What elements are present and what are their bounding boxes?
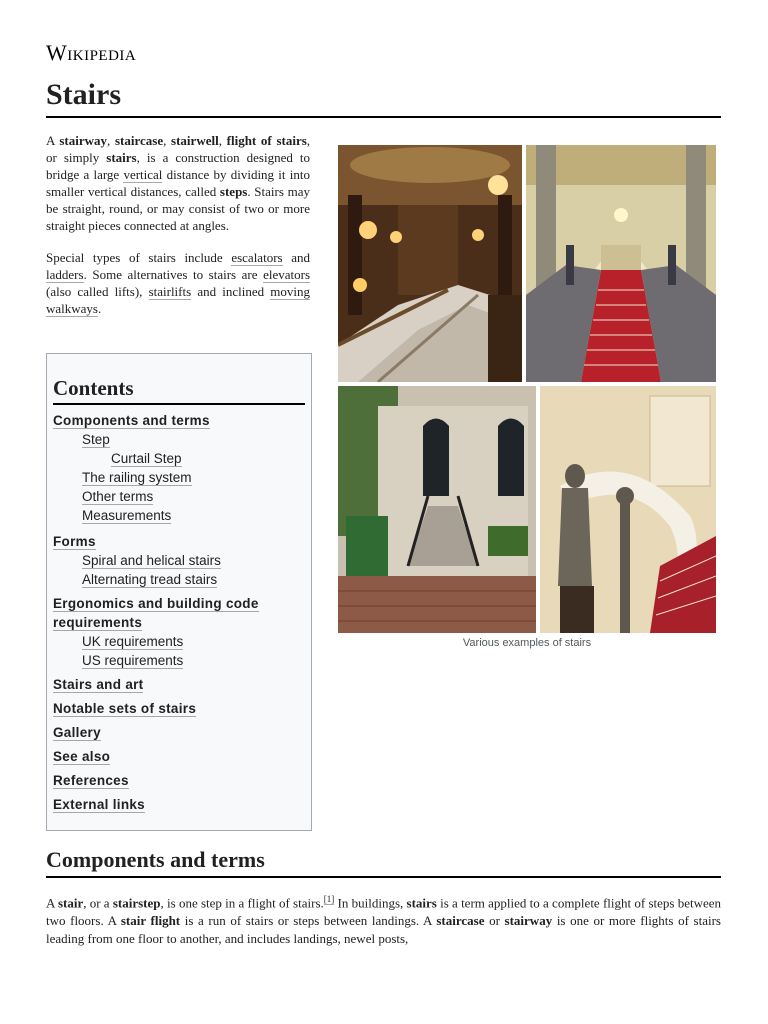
wikipedia-logo[interactable]: Wikipedia <box>46 40 137 65</box>
toc-item-label: Components and terms <box>53 413 210 428</box>
toc-title: Contents <box>53 376 305 405</box>
toc-item[interactable] <box>53 532 305 551</box>
toc-item-label: Gallery <box>53 725 101 740</box>
toc-item-label: Forms <box>53 534 96 549</box>
intro-paragraph-1: A stairway, staircase, stairwell, flight of stairs, or simply stairs, is a construction designed to bridge a large vertical distance by dividing it into smaller vertical distances, called steps. Stairs may be straight, round, or may consist of two or more straight pieces connected at angles. <box>46 133 311 233</box>
section-paragraph: A stair, or a stairstep, is one step in a flight of stairs.[1] In buildings, stairs is a term applied to a complete flight of steps between two floors. A stair flight is a run of stairs or steps between landings. A staircase or stairway is one or more flights of stairs leading from one floor to another, and includes landings, newel posts, <box>46 894 722 947</box>
toc-item[interactable] <box>53 795 305 814</box>
link-elevators[interactable]: elevators <box>263 267 310 282</box>
section-heading: Components and terms <box>46 847 721 878</box>
toc-item-label: UK requirements <box>82 634 184 649</box>
table-of-contents <box>46 353 312 831</box>
toc-list <box>53 411 305 814</box>
intro-paragraph-2: Special types of stairs include escalators and ladders. Some alternatives to stairs are elevators (also called lifts), stairlifts and inclined moving walkways. <box>46 250 310 316</box>
figure-caption: Various examples of stairs <box>462 637 592 649</box>
red-carpet-staircase-image[interactable] <box>526 145 716 382</box>
link-vertical[interactable]: vertical <box>123 167 163 182</box>
toc-item-label: Curtail Step <box>111 451 182 466</box>
statue-staircase-image[interactable] <box>540 386 716 633</box>
toc-item[interactable] <box>53 551 305 570</box>
toc-item[interactable] <box>53 411 305 430</box>
toc-item-label: Spiral and helical stairs <box>82 553 221 568</box>
toc-item-label: Stairs and art <box>53 677 144 692</box>
intro-text <box>46 132 310 332</box>
toc-item[interactable] <box>53 632 305 651</box>
link-stairlifts[interactable]: stairlifts <box>148 284 192 299</box>
link-moving-walkways[interactable]: moving walkways <box>46 284 310 316</box>
toc-item[interactable] <box>53 487 305 506</box>
toc-item[interactable] <box>53 675 305 694</box>
toc-item[interactable] <box>53 651 305 670</box>
page-title: Stairs <box>46 78 721 118</box>
toc-item[interactable] <box>53 771 305 790</box>
toc-item[interactable] <box>53 699 305 718</box>
toc-item-label: References <box>53 773 129 788</box>
toc-item-label: External links <box>53 797 145 812</box>
toc-item-label: The railing system <box>82 470 192 485</box>
toc-item[interactable] <box>53 570 305 589</box>
toc-item[interactable] <box>53 723 305 742</box>
toc-item[interactable] <box>53 430 305 449</box>
toc-item[interactable] <box>53 594 305 632</box>
toc-item-label: Step <box>82 432 110 447</box>
toc-item-label: US requirements <box>82 653 184 668</box>
toc-item[interactable] <box>53 506 305 525</box>
toc-item-label: Alternating tread stairs <box>82 572 218 587</box>
toc-item-label: Notable sets of stairs <box>53 701 197 716</box>
toc-item-label: Ergonomics and building code requirements <box>53 596 259 630</box>
link-ladders[interactable]: ladders <box>46 267 84 282</box>
toc-item-label: See also <box>53 749 111 764</box>
toc-item[interactable] <box>53 468 305 487</box>
exterior-stairs-image[interactable] <box>338 386 536 633</box>
toc-item[interactable] <box>53 449 305 468</box>
toc-item-label: Other terms <box>82 489 154 504</box>
image-collage <box>338 145 716 633</box>
grand-staircase-image[interactable] <box>338 145 522 382</box>
link-escalators[interactable]: escalators <box>231 250 283 265</box>
toc-item[interactable] <box>53 747 305 766</box>
toc-item-label: Measurements <box>82 508 172 523</box>
stairs-figure <box>338 145 716 649</box>
reference-link[interactable]: [1] <box>323 894 335 904</box>
